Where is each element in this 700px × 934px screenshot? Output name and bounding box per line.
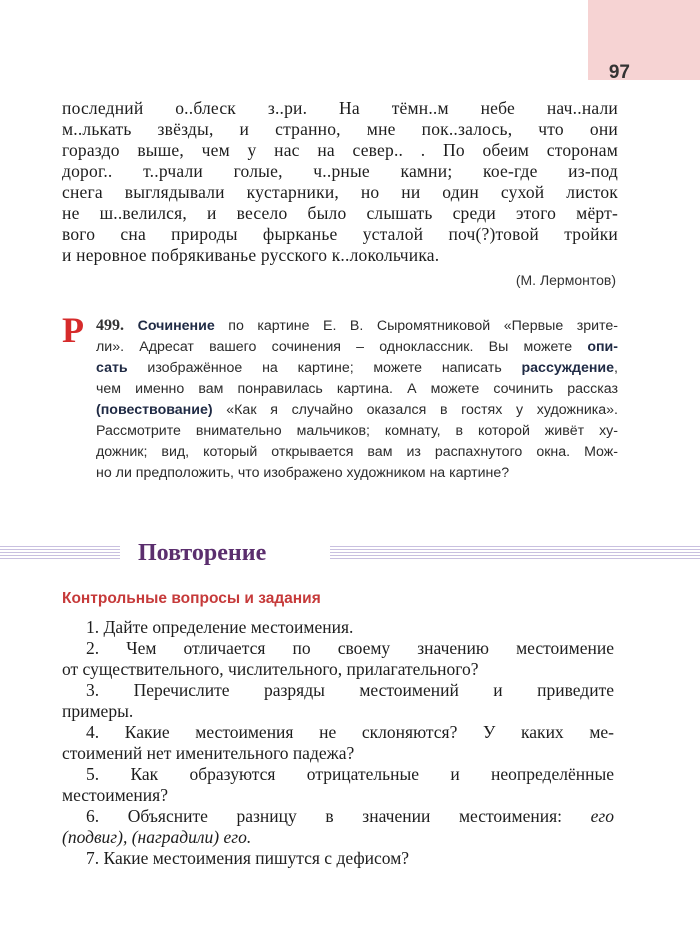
exercise-text-run: дожник; вид, который открывается вам из распахнутого окна. Мож- <box>96 444 618 460</box>
question-line <box>62 617 614 638</box>
question-text: 1. Дайте определение местоимения. <box>86 617 354 637</box>
review-question <box>62 680 614 722</box>
subsection-title: Контрольные вопросы и задания <box>62 590 321 607</box>
exercise-line <box>96 442 618 463</box>
excerpt-line: вого сна природы фырканье усталой поч(?)товой тройки <box>62 224 618 244</box>
exercise-text-run: опи- <box>587 339 618 355</box>
exercise-line <box>96 379 618 400</box>
question-example-text: (подвиг), (наградили) его. <box>62 827 252 847</box>
exercise-text <box>96 315 618 484</box>
exercise-text-run: чем именно вам понравилась картина. А можете сочинить рассказ <box>96 381 618 397</box>
question-line <box>62 785 614 806</box>
question-line <box>62 827 614 848</box>
excerpt-line: снега выглядывали кустарники, но ни один сухой листок <box>62 182 618 202</box>
exercise-text-run: , <box>614 360 618 376</box>
exercise-line <box>96 463 618 484</box>
review-question <box>62 764 614 806</box>
question-text: местоимения? <box>62 785 168 805</box>
review-question <box>62 848 614 869</box>
question-line <box>62 701 614 722</box>
question-line <box>62 680 614 701</box>
excerpt-line: дорог.. т..рчали голые, ч..рные камни; кое-где из-под <box>62 161 618 181</box>
question-line <box>62 848 614 869</box>
review-question <box>62 806 614 848</box>
exercise-text-run: сать <box>96 360 128 376</box>
review-question <box>62 638 614 680</box>
excerpt-line: м..лькать звёзды, и странно, мне пок..залось, что они <box>62 119 618 139</box>
review-questions <box>62 617 614 869</box>
question-example-text: его <box>590 806 614 826</box>
exercise-line <box>96 358 618 379</box>
question-line <box>62 743 614 764</box>
exercise-text-run: ли». Адресат вашего сочинения – одноклассник. Вы можете <box>96 339 588 355</box>
literary-excerpt <box>62 98 618 266</box>
question-line <box>62 806 614 827</box>
question-line <box>62 722 614 743</box>
question-text: стоимений нет именительного падежа? <box>62 743 355 763</box>
exercise-line <box>96 337 618 358</box>
question-text: 4. Какие местоимения не склоняются? У каких ме- <box>86 722 614 742</box>
excerpt-line: последний о..блеск з..ри. На тёмн..м небе нач..нали <box>62 98 618 118</box>
exercise-number: 499. <box>96 317 138 334</box>
question-text: 5. Как образуются отрицательные и неопределённые <box>86 764 614 784</box>
question-text: 3. Перечислите разряды местоимений и приведите <box>86 680 614 700</box>
question-text: 7. Какие местоимения пишутся с дефисом? <box>86 848 410 868</box>
exercise-line <box>96 315 618 337</box>
page-number: 97 <box>608 62 630 83</box>
exercise-line <box>96 400 618 421</box>
question-text: от существительного, числительного, прилагательного? <box>62 659 479 679</box>
excerpt-line: гораздо выше, чем у нас на север.. . По обеим сторонам <box>62 140 618 160</box>
section-divider-right <box>330 546 700 560</box>
exercise-text-run: «Как я случайно оказался в гостях у художника». <box>212 402 618 418</box>
exercise-text-run: (повествование) <box>96 402 213 418</box>
section-divider-left <box>0 546 120 560</box>
review-question <box>62 617 614 638</box>
exercise-line <box>96 421 618 442</box>
section-title: Повторение <box>138 540 267 566</box>
question-line <box>62 638 614 659</box>
question-text: 2. Чем отличается по своему значению местоимение <box>86 638 614 658</box>
excerpt-line: не ш..велился, и весело было слышать среди этого мёрт- <box>62 203 618 223</box>
page-corner-tab <box>588 0 700 80</box>
question-text: 6. Объясните разницу в значении местоимения: <box>86 806 591 826</box>
excerpt-author: (М. Лермонтов) <box>515 272 616 288</box>
question-text: примеры. <box>62 701 134 721</box>
exercise-text-run: по картине Е. В. Сыромятниковой «Первые зрите- <box>214 318 619 334</box>
excerpt-line: и неровное побрякиванье русского к..локольчика. <box>62 245 440 265</box>
exercise-text-run: рассуждение <box>521 360 615 376</box>
exercise-text-run: Сочинение <box>137 318 215 334</box>
exercise-text-run: изображённое на картине; можете написать <box>127 360 522 376</box>
question-line <box>62 659 614 680</box>
exercise-text-run: Рассмотрите внимательно мальчиков; комнату, в которой живёт ху- <box>96 423 618 439</box>
exercise-text-run: но ли предположить, что изображено художником на картине? <box>96 465 510 481</box>
review-question <box>62 722 614 764</box>
speech-development-marker: Р <box>62 310 84 350</box>
question-line <box>62 764 614 785</box>
